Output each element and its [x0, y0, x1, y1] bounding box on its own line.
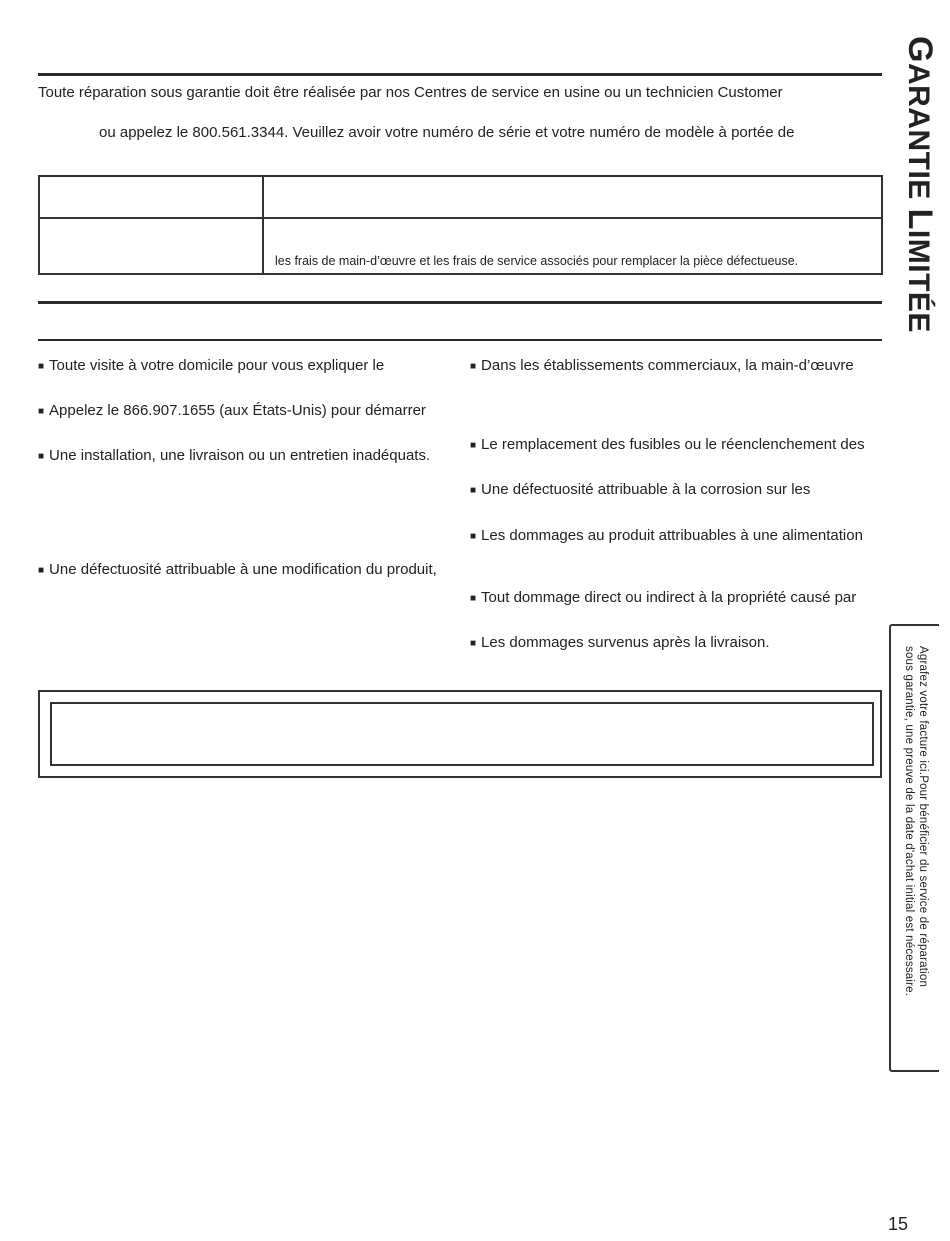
exclusion-item: ■ Le remplacement des fusibles ou le réenclenchement des: [470, 436, 865, 456]
section-rule: [38, 301, 882, 304]
exclusion-item: ■ Les dommages survenus après la livraison.: [470, 634, 770, 654]
coverage-period-cell: [39, 176, 263, 218]
intro-line-1: Toute réparation sous garantie doit être réalisée par nos Centres de service en usine ou un technicien Customer: [38, 84, 783, 101]
coverage-description-cell: [263, 176, 882, 218]
notice-box-inner: [50, 702, 874, 766]
exclusion-item: ■ Les dommages au produit attribuables à une alimentation: [470, 527, 863, 547]
exclusion-item: ■ Appelez le 866.907.1655 (aux États-Unis) pour démarrer: [38, 402, 426, 422]
exclusion-item: ■ Une installation, une livraison ou un entretien inadéquats.: [38, 447, 430, 467]
exclusion-item: ■ Une défectuosité attribuable à une modification du produit,: [38, 561, 437, 581]
sidebar-title: GARANTIE LIMITÉE: [901, 36, 939, 333]
top-rule: [38, 73, 882, 76]
exclusion-item: ■ Tout dommage direct ou indirect à la propriété causé par: [470, 589, 856, 609]
coverage-description-cell: [263, 218, 882, 274]
exclusion-item: ■ Toute visite à votre domicile pour vous expliquer le: [38, 357, 384, 377]
coverage-row-text: les frais de main-d’œuvre et les frais de service associés pour remplacer la pièce défectueuse.: [275, 254, 799, 268]
receipt-instruction-line: Agrafez votre facture ici.Pour bénéficier du service de réparation: [917, 646, 929, 988]
coverage-table: [38, 175, 883, 275]
coverage-period-cell: [39, 218, 263, 274]
intro-line-2: ou appelez le 800.561.3344. Veuillez avoir votre numéro de série et votre numéro de modèle à portée de: [99, 124, 795, 141]
exclusion-item: ■ Une défectuosité attribuable à la corrosion sur les: [470, 481, 810, 501]
notice-box: [38, 690, 882, 778]
receipt-instruction-line: sous garantie, une preuve de la date d'achat initial est nécessaire.: [903, 646, 915, 997]
page-number: 15: [888, 1214, 909, 1234]
exclusion-item: ■ Dans les établissements commerciaux, la main-d’œuvre: [470, 357, 854, 377]
receipt-instructions: [902, 646, 930, 1046]
section-rule: [38, 339, 882, 341]
